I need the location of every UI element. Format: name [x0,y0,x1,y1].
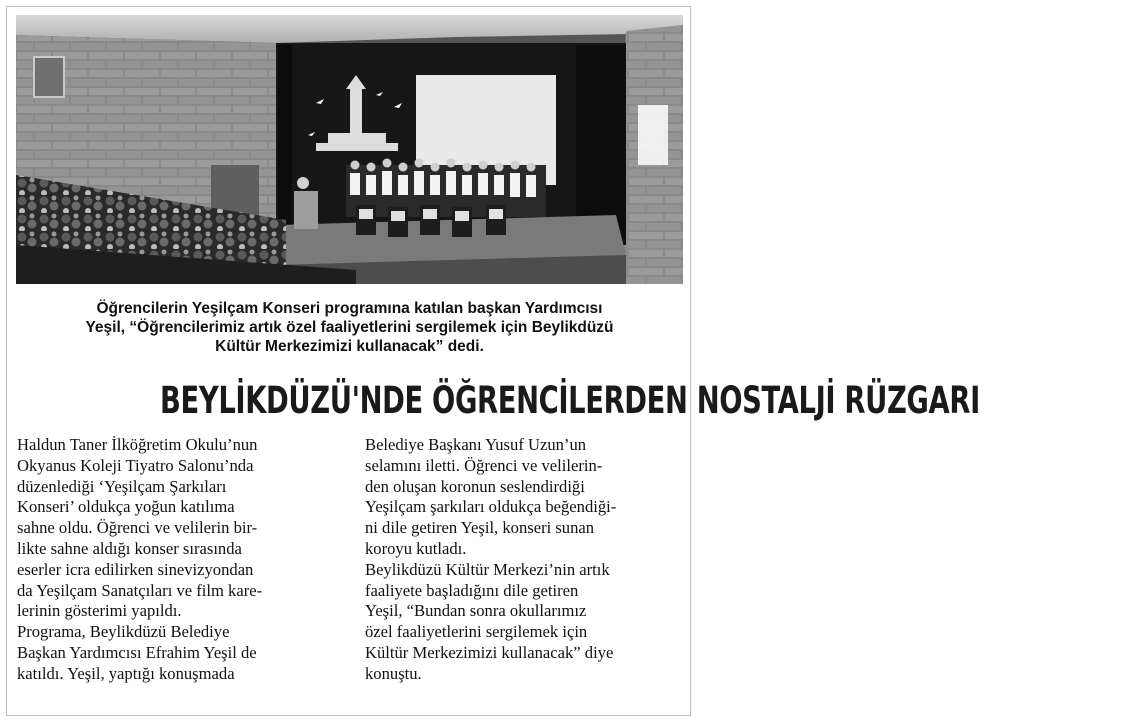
body-line: Yeşil, “Bundan sonra okullarımız [365,601,587,621]
body-line: eserler icra edilirken sinevizyondan [17,559,254,579]
body-line: Beylikdüzü Kültür Merkezi’nin artık [365,559,610,579]
body-line: ni dile getiren Yeşil, konseri sunan [365,518,595,538]
concert-photo-illustration [16,15,683,284]
article-column-left [17,435,335,685]
headline-text: BEYLİKDÜZÜ'NDE ÖĞRENCİLERDEN NOSTALJİ RÜZGARI [160,379,980,422]
body-line: selamını iletti. Öğrenci ve velilerin- [365,455,603,475]
caption-line: Kültür Merkezimizi kullanacak” dedi. [215,338,484,355]
body-line: Haldun Taner İlköğretim Okulu’nun [17,435,258,454]
body-line: Okyanus Koleji Tiyatro Salonu’nda [17,455,254,475]
body-line: katıldı. Yeşil, yaptığı konuşmada [17,663,235,683]
caption-line: Yeşil, “Öğrencilerimiz artık özel faaliyetlerini sergilemek için Beylikdüzü [85,319,614,336]
body-line: sahne oldu. Öğrenci ve velilerin bir- [17,518,258,538]
body-line: düzenlediği ‘Yeşilçam Şarkıları [17,476,227,496]
body-line: likte sahne aldığı konser sırasında [17,538,242,558]
body-line: Programa, Beylikdüzü Belediye [17,622,230,642]
body-line: Yeşilçam şarkıları oldukça beğendiği- [365,497,617,517]
concert-photo [16,15,683,284]
body-line: den oluşan koronun seslendirdiği [365,476,585,496]
body-line: konuştu. [365,663,422,683]
body-line: Konseri’ oldukça yoğun katılıma [17,497,235,517]
body-line: özel faaliyetlerini sergilemek için [365,622,588,642]
article-headline [16,375,980,427]
photo-caption [16,299,683,356]
body-line: Belediye Başkanı Yusuf Uzun’un [365,435,587,454]
body-line: koroyu kutladı. [365,538,467,558]
body-line: Kültür Merkezimizi kullanacak” diye [365,642,614,662]
newspaper-clipping [6,6,980,716]
article-column-right [365,435,683,685]
body-line: Başkan Yardımcısı Efrahim Yeşil de [17,642,257,662]
caption-line: Öğrencilerin Yeşilçam Konseri programına katılan başkan Yardımcısı [96,300,603,317]
body-line: faaliyete başladığını dile getiren [365,580,579,600]
body-line: lerinin gösterimi yapıldı. [17,601,182,621]
body-line: da Yeşilçam Sanatçıları ve film kare- [17,580,263,600]
